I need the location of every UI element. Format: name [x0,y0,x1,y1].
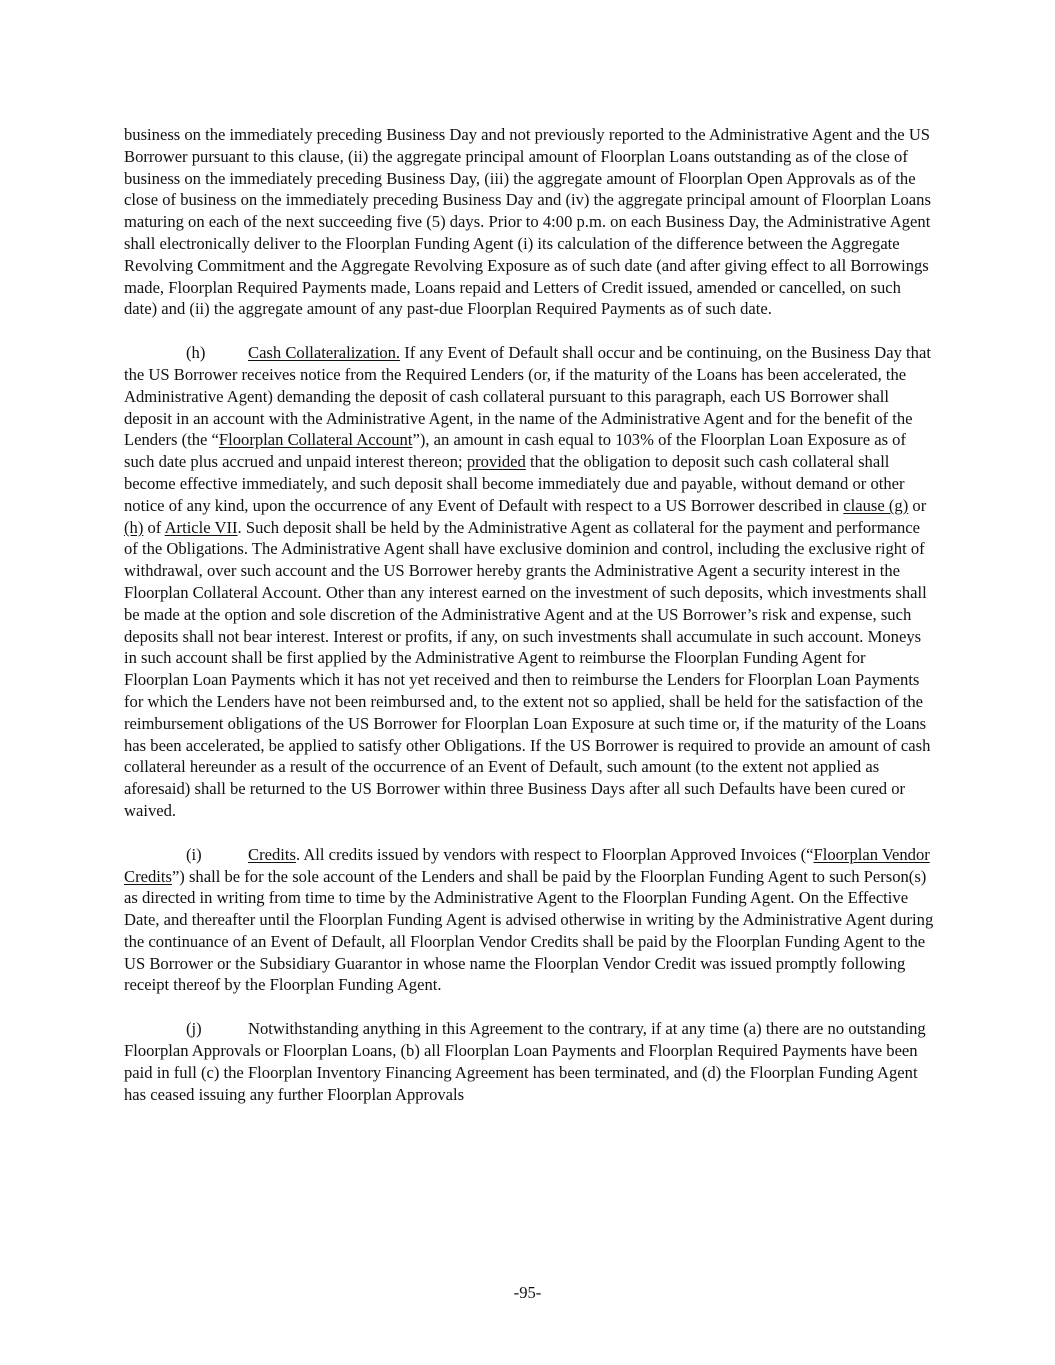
paragraph-text: Notwithstanding anything in this Agreement to the contrary, if at any time (a) there are no outstanding Floorplan Approvals or Floorplan Loans, (b) all Floorplan Loan Payments and Floorplan Required Payments have been paid in full (c) the Floorplan Inventory Financing Agreement has been terminated, and (d) the Floorplan Funding Agent has ceased issuing any further Floorplan Approvals [124,1019,926,1104]
paragraph-text: that the obligation to deposit such cash collateral shall become effective immediately, and such deposit shall become immediately due and payable, without demand or other notice of any kind, upon the occurrence of any Event of Default with respect to a US Borrower described in [124,452,905,515]
paragraph-text: or [908,495,927,515]
defined-term: Floorplan Vendor Credits [124,844,930,886]
page-number: -95- [513,1283,542,1302]
cross-reference: clause (g) [843,495,909,515]
clause-marker: (h) [186,343,206,363]
paragraph-h [124,342,934,822]
paragraph-text: . Such deposit shall be held by the Administrative Agent as collateral for the payment and performance of the Obligations. The Administrative Agent shall have exclusive dominion and control, including the exclusive right of withdrawal, over such account and the US Borrower hereby grants the Administrative Agent a security interest in the Floorplan Collateral Account. Other than any interest earned on the investment of such deposits, which investments shall be made at the option and sole discretion of the Administrative Agent and at the US Borrower’s risk and expense, such deposits shall not bear interest. Interest or profits, if any, on such investments shall accumulate in such account. Moneys in such account shall be first applied by the Administrative Agent to reimburse the Floorplan Funding Agent for Floorplan Loan Payments which it has not yet received and then to reimburse the Lenders for Floorplan Loan Payments for which the Lenders have not been reimbursed and, to the extent not so applied, shall be held for the satisfaction of the reimbursement obligations of the US Borrower for Floorplan Loan Exposure at such time or, if the maturity of the Loans has been accelerated, be applied to satisfy other Obligations. If the US Borrower is required to provide an amount of cash collateral hereunder as a result of the occurrence of an Event of Default, such amount (to the extent not applied as aforesaid) shall be returned to the US Borrower within three Business Days after all such Defaults have been cured or waived. [124,517,931,820]
paragraph-text: of [143,517,165,537]
paragraph-text: business on the immediately preceding Business Day and not previously reported to the Administrative Agent and the US Borrower pursuant to this clause, (ii) the aggregate principal amount of Floorplan Loans outstanding as of the close of business on the immediately preceding Business Day, (iii) the aggregate amount of Floorplan Open Approvals as of the close of business on the immediately preceding Business Day and (iv) the aggregate principal amount of Floorplan Loans maturing on each of the next succeeding five (5) days. Prior to 4:00 p.m. on each Business Day, the Administrative Agent shall electronically deliver to the Floorplan Funding Agent (i) its calculation of the difference between the Aggregate Revolving Commitment and the Aggregate Revolving Exposure as of such date (and after giving effect to all Borrowings made, Floorplan Required Payments made, Loans repaid and Letters of Credit issued, amended or cancelled, on such date) and (ii) the aggregate amount of any past-due Floorplan Required Payments as of such date. [124,125,931,319]
paragraph-i [124,844,934,997]
defined-term: provided [466,452,526,472]
cross-reference: Article VII [164,517,238,537]
document-page [124,124,934,1127]
paragraph-text: ”), an amount in cash equal to 103% of the Floorplan Loan Exposure as of such date plus accrued and unpaid interest thereon; [124,430,907,472]
cross-reference: (h) [124,517,144,537]
defined-term: Floorplan Collateral Account [218,430,413,450]
paragraph-text: If any Event of Default shall occur and be continuing, on the Business Day that the US Borrower receives notice from the Required Lenders (or, if the maturity of the Loans has been accelerated, the Administrative Agent) demanding the deposit of cash collateral pursuant to this paragraph, each US Borrower shall deposit in an account with the Administrative Agent, in the name of the Administrative Agent and for the benefit of the Lenders (the “ [124,343,931,450]
clause-marker: (i) [186,844,202,864]
paragraph-j [124,1018,934,1105]
section-heading: Cash Collateralization. [248,343,401,363]
paragraph-text: . All credits issued by vendors with respect to Floorplan Approved Invoices (“ [295,844,814,864]
clause-marker: (j) [186,1019,202,1039]
paragraph-g-continuation [124,124,934,320]
section-heading: Credits [248,844,296,864]
paragraph-text: ”) shall be for the sole account of the Lenders and shall be paid by the Floorplan Funding Agent to such Person(s) as directed in writing from time to time by the Administrative Agent to the Floorplan Funding Agent. On the Effective Date, and thereafter until the Floorplan Funding Agent is advised otherwise in writing by the Administrative Agent during the continuance of an Event of Default, all Floorplan Vendor Credits shall be paid by the Floorplan Funding Agent to the US Borrower or the Subsidiary Guarantor in whose name the Floorplan Vendor Credit was issued promptly following receipt thereof by the Floorplan Funding Agent. [124,866,934,995]
